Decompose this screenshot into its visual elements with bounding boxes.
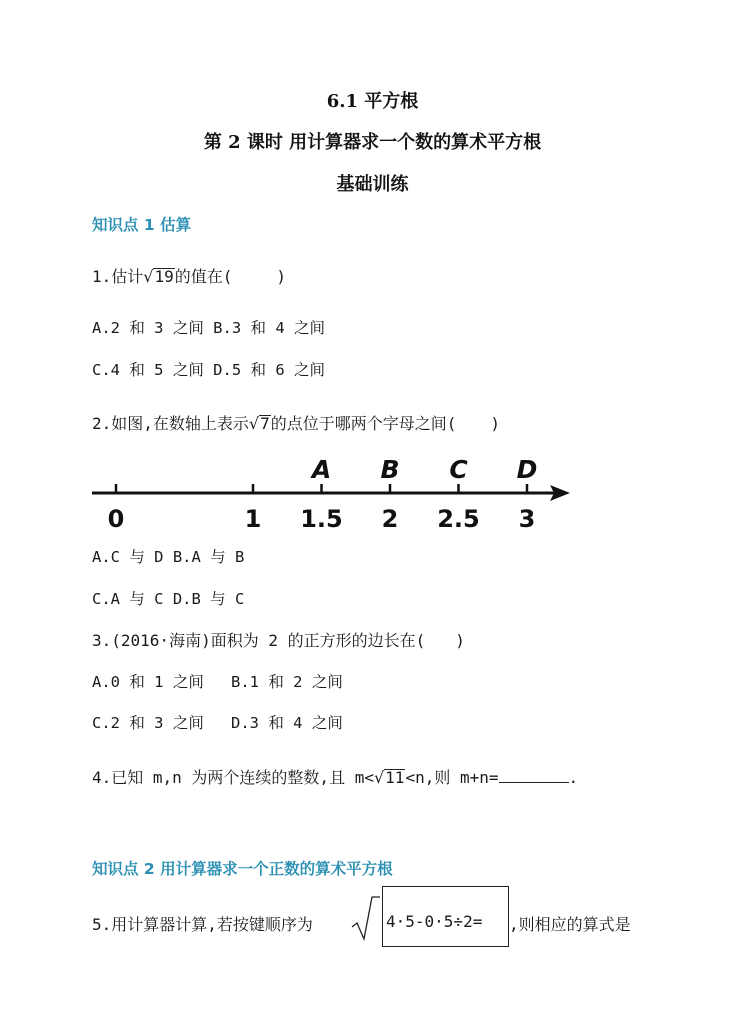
- question-1: [92, 264, 286, 287]
- section-title: 6.1 平方根: [326, 91, 419, 112]
- q1-suffix: 的值在(: [174, 267, 233, 286]
- q3-option-b: B.1 和 2 之间: [231, 673, 343, 691]
- tick-label: 0: [107, 505, 125, 533]
- q1-radicand: 19: [154, 267, 174, 286]
- q1-close: ): [276, 267, 287, 286]
- sqrt-19: [143, 267, 174, 286]
- q4-radicand: 11: [385, 768, 405, 787]
- q3-option-c: C.2 和 3 之间: [92, 714, 204, 732]
- question-5: 5.用计算器计算,若按键顺序为: [92, 915, 313, 934]
- tick-label: 3: [518, 505, 536, 533]
- sqrt-symbol-icon: √: [248, 414, 260, 433]
- tick-label: 2.5: [437, 505, 480, 533]
- q4-suffix: <n,则 m+n=: [405, 768, 499, 787]
- q5-suffix: ,则相应的算式是: [509, 915, 631, 934]
- q4-answer-blank[interactable]: [499, 766, 569, 783]
- number-line-figure: [88, 448, 578, 534]
- sqrt-7: [249, 414, 271, 433]
- sqrt-symbol-icon: √: [143, 267, 154, 286]
- sqrt-11: [374, 768, 405, 787]
- q1-options-line2: C.4 和 5 之间 D.5 和 6 之间: [92, 361, 325, 379]
- lesson-title: 第 2 课时 用计算器求一个数的算术平方根: [203, 132, 542, 153]
- q2-radicand: 7: [260, 414, 270, 433]
- q2-prefix: 2.如图,在数轴上表示: [92, 414, 249, 433]
- question-2: [92, 411, 500, 434]
- tick-label: 2: [381, 505, 399, 533]
- sqrt-symbol-icon: √: [373, 768, 385, 787]
- sqrt-key-icon: [350, 893, 380, 943]
- q3-stem: 3.(2016·海南)面积为 2 的正方形的边长在(: [92, 631, 426, 650]
- q1-prefix: 1.估计: [92, 267, 144, 286]
- tick-label: 1.5: [300, 505, 343, 533]
- q2-options-line2: C.A 与 C D.B 与 C: [92, 590, 245, 608]
- q2-suffix: 的点位于哪两个字母之间(: [270, 414, 457, 433]
- key-sequence: 4·5-0·5÷2=: [386, 912, 483, 931]
- point-label-c: C: [449, 455, 468, 484]
- q3-option-d: D.3 和 4 之间: [231, 714, 343, 732]
- question-3: [92, 628, 465, 651]
- tick-label: 1: [244, 505, 262, 533]
- q4-end: .: [568, 768, 579, 787]
- knowledge-point-2: 知识点 2 用计算器求一个正数的算术平方根: [92, 860, 393, 878]
- q2-options-line1: A.C 与 D B.A 与 B: [92, 548, 245, 566]
- q1-options-line1: A.2 和 3 之间 B.3 和 4 之间: [92, 319, 325, 337]
- q3-close: ): [455, 631, 465, 650]
- point-label-b: B: [380, 455, 400, 484]
- q3-option-a: A.0 和 1 之间: [92, 673, 204, 691]
- point-label-d: D: [516, 455, 538, 484]
- exercise-type-title: 基础训练: [336, 174, 409, 195]
- knowledge-point-1: 知识点 1 估算: [92, 216, 192, 234]
- point-label-a: A: [311, 455, 332, 484]
- q4-prefix: 4.已知 m,n 为两个连续的整数,且 m<: [92, 768, 374, 787]
- question-4: [92, 765, 578, 788]
- q2-close: ): [490, 414, 501, 433]
